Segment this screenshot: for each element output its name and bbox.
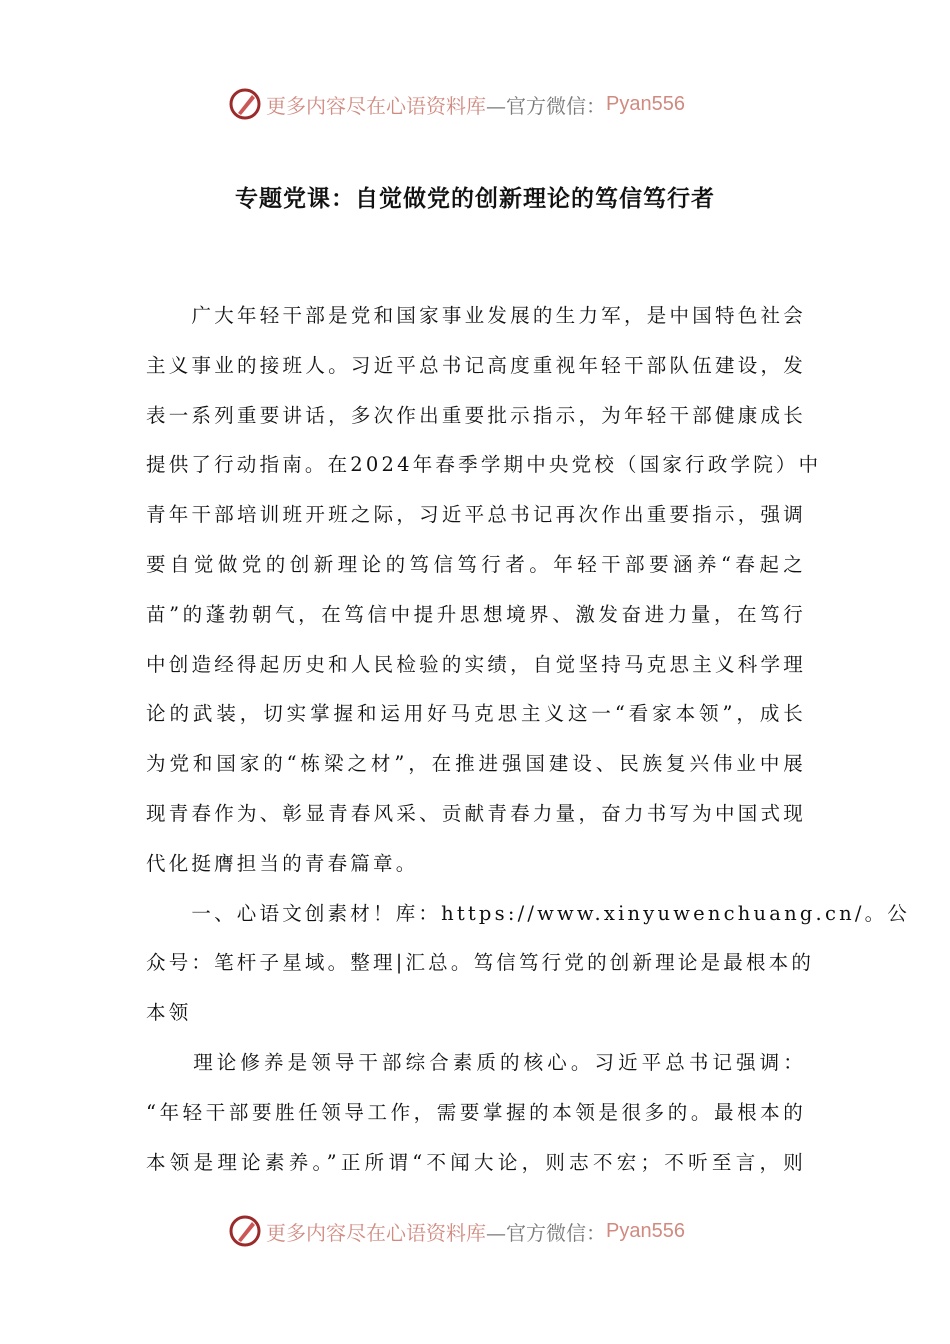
text-line: 为党和国家的“栋梁之材”，在推进强国建设、民族复兴伟业中展 [146,752,806,776]
footer-watermark [228,1211,728,1251]
watermark-wechat-id: Pyan556 [606,92,685,115]
text-line: “年轻干部要胜任领导工作，需要掌握的本领是很多的。最根本的 [146,1100,806,1124]
text-line: 本领是理论素养。”正所谓“不闻大论，则志不宏；不听至言，则 [146,1150,806,1174]
text-line: 本领 [146,1001,192,1025]
watermark-text: 更多内容尽在心语资料库 [266,1220,486,1245]
text-line: 代化挺膺担当的青春篇章。 [146,851,419,875]
text-line: 青年干部培训班开班之际，习近平总书记再次作出重要指示，强调 [146,503,806,527]
header-watermark [228,84,728,124]
text-line: 广大年轻干部是党和国家事业发展的生力军，是中国特色社会 [146,304,806,327]
watermark-wechat-id: Pyan556 [606,1219,685,1242]
text-line: 要自觉做党的创新理论的笃信笃行者。年轻干部要涵养“春起之 [146,553,806,576]
text-line: 中创造经得起历史和人民检验的实绩，自觉坚持马克思主义科学理 [146,652,806,676]
pen-logo-icon [228,87,262,121]
text-line: 一、心语文创素材！库：https://www.xinyuwenchuang.cn/。公 [146,901,911,925]
watermark-wechat-label: —官方微信： [486,1220,606,1245]
pen-logo-icon [228,1214,262,1248]
document-title: 专题党课：自觉做党的创新理论的笃信笃行者 [235,185,715,212]
text-line: 主义事业的接班人。习近平总书记高度重视年轻干部队伍建设，发 [146,353,806,377]
text-line: 众号：笔杆子星域。整理|汇总。笃信笃行党的创新理论是最根本的 [146,951,815,975]
text-line: 论的武装，切实掌握和运用好马克思主义这一“看家本领”，成长 [146,702,806,726]
watermark-text: 更多内容尽在心语资料库 [266,93,486,118]
text-line: 表一系列重要讲话，多次作出重要批示指示，为年轻干部健康成长 [146,403,806,427]
watermark-wechat-label: —官方微信： [486,93,606,118]
text-line: 现青春作为、彰显青春风采、贡献青春力量，奋力书写为中国式现 [146,802,806,825]
text-line: 提供了行动指南。在2024年春季学期中央党校（国家行政学院）中 [146,453,822,477]
text-line: 理论修养是领导干部综合素质的核心。习近平总书记强调： [146,1051,806,1074]
text-line: 苗”的蓬勃朝气，在笃信中提升思想境界、激发奋进力量，在笃行 [146,602,806,626]
